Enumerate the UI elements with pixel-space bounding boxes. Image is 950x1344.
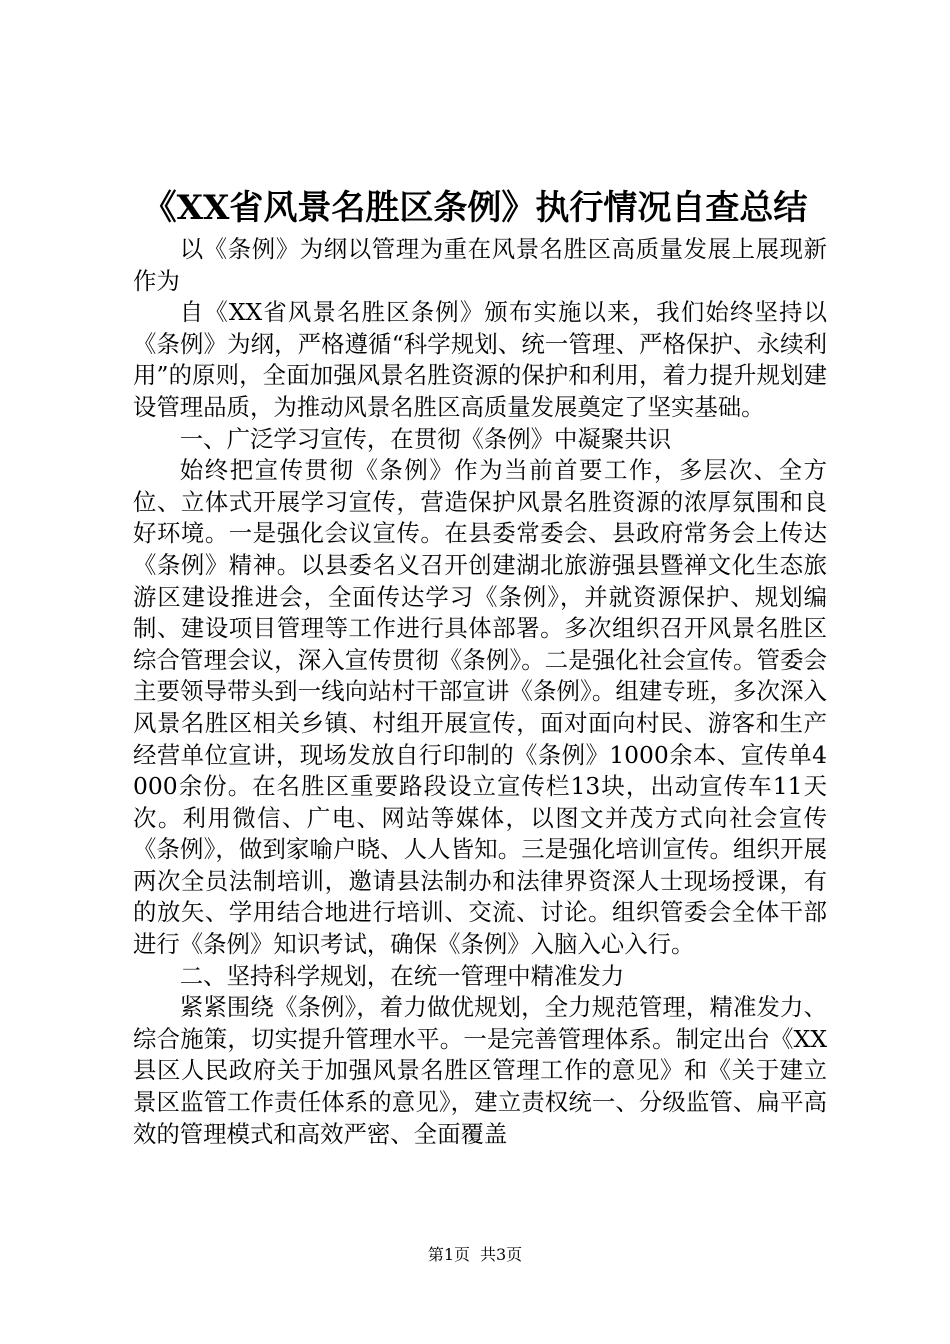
section-heading-2: 二、坚持科学规划，在统一管理中精准发力: [179, 961, 625, 990]
document-title: 《XX省风景名胜区条例》执行情况自查总结: [142, 188, 808, 228]
document-body: [133, 234, 827, 1150]
subtitle-paragraph: 以《条例》为纲以管理为重在风景名胜区高质量发展上展现新作为: [133, 235, 827, 295]
page-number-total: 共3页: [480, 1245, 523, 1264]
page-footer: [0, 1244, 950, 1266]
section-heading-1: 一、广泛学习宣传，在贯彻《条例》中凝聚共识: [179, 424, 671, 453]
section-2-paragraph: 紧紧围绕《条例》，着力做优规划，全力规范管理，精准发力、综合施策，切实提升管理水平。一是完善管理体系。制定出台《XX县区人民政府关于加强风景名胜区管理工作的意见》和《关于建立景区监管工作责任体系的意见》，建立责权统一、分级监管、扁平高效的管理模式和高效严密、全面覆盖: [133, 993, 827, 1148]
page-number-current: 第1页: [427, 1245, 470, 1264]
intro-paragraph: 自《XX省风景名胜区条例》颁布实施以来，我们始终坚持以《条例》为纲，严格遵循“科学规划、统一管理、严格保护、永续利用”的原则，全面加强风景名胜资源的保护和利用，着力提升规划建设管理品质，为推动风景名胜区高质量发展奠定了坚实基础。: [133, 298, 827, 421]
section-1-paragraph: 始终把宣传贯彻《条例》作为当前首要工作，多层次、全方位、立体式开展学习宣传，营造保护风景名胜资源的浓厚氛围和良好环境。一是强化会议宣传。在县委常委会、县政府常务会上传达《条例》精神。以县委名义召开创建湖北旅游强县暨禅文化生态旅游区建设推进会，全面传达学习《条例》，并就资源保护、规划编制、建设项目管理等工作进行具体部署。多次组织召开风景名胜区综合管理会议，深入宣传贯彻《条例》。二是强化社会宣传。管委会主要领导带头到一线向站村干部宣讲《条例》。组建专班，多次深入风景名胜区相关乡镇、村组开展宣传，面对面向村民、游客和生产经营单位宣讲，现场发放自行印制的《条例》1000余本、宣传单4000余份。在名胜区重要路段设立宣传栏13块，出动宣传车11天次。利用微信、广电、网站等媒体，以图文并茂方式向社会宣传《条例》，做到家喻户晓、人人皆知。三是强化培训宣传。组织开展两次全员法制培训，邀请县法制办和法律界资深人士现场授课，有的放矢、学用结合地进行培训、交流、讨论。组织管委会全体干部进行《条例》知识考试，确保《条例》入脑入心入行。: [133, 456, 827, 959]
